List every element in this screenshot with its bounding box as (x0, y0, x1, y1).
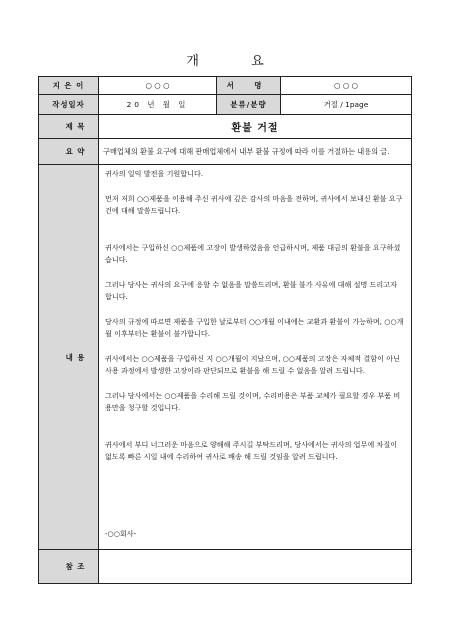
date-row (39, 95, 412, 115)
content-paragraph: 그러나 당사는 귀사의 요구에 응할 수 없음을 말씀드리며, 환불 불가 사유에 대해 설명 드리고자 합니다. (105, 279, 397, 301)
reference-value (99, 550, 412, 584)
overview-table (38, 76, 412, 584)
content-label: 내 용 (39, 165, 99, 550)
content-body (99, 165, 412, 550)
date-label: 작성일자 (39, 95, 99, 115)
date-value: 20 년 월 일 (99, 95, 217, 115)
summary-label: 요 약 (39, 139, 99, 165)
category-value: 거절 / 1page (281, 95, 412, 115)
company-signature: -○○회사- (105, 529, 137, 538)
content-paragraph: 귀사에서는 구입하신 ○○제품에 고장이 발생하였음을 언급하시며, 제품 대금의 환불을 요구하셨습니다. (105, 242, 401, 264)
content-row (39, 165, 412, 550)
author-value: ○ ○ ○ (99, 77, 217, 95)
content-paragraph: 그러나 당사에서는 ○○제품을 수리해 드릴 것이며, 수리비용은 부품 교체가 필요할 경우 부품 비용만을 청구할 것입니다. (105, 390, 401, 412)
author-row (39, 77, 412, 95)
content-paragraph: 당사의 규정에 따르면 제품을 구입한 날로부터 ○○개월 이내에는 교환과 환불이 가능하며, ○○개월 이후부터는 환불이 불가합니다. (105, 316, 404, 338)
reference-row (39, 550, 412, 584)
signature-label: 서 명 (217, 77, 281, 95)
content-paragraph: 귀사에서는 ○○제품을 구입하신 지 ○○개월이 지났으며, ○○제품의 고장은 자체적 결함이 아닌 사용 과정에서 발생한 고장이라 판단되므로 환불을 해 드릴 수 없음을 알려 드립니다. (105, 353, 400, 375)
content-paragraph: 먼저 저희 ○○제품을 이용해 주신 귀사에 깊은 감사의 마음을 전하며, 귀사에서 보내신 환불 요구 건에 대해 말씀드립니다. (105, 193, 403, 215)
document-title: 개 요 (186, 54, 288, 69)
summary-value: 구매업체의 환불 요구에 대해 판매업체에서 내부 환불 규정에 따라 이를 거절하는 내용의 글. (99, 139, 412, 165)
summary-row (39, 139, 412, 165)
content-paragraph: 귀사에서 부디 너그러운 마음으로 양해해 주시길 부탁드리며, 당사에서는 귀사의 업무에 차질이 없도록 빠른 시일 내에 수리하여 귀사로 배송 해 드릴 것임을 알려 드립니다. (105, 439, 398, 461)
category-label: 분류/분량 (217, 95, 281, 115)
author-label: 지 은 이 (39, 77, 99, 95)
subject-value: 환불 거절 (99, 115, 412, 139)
subject-row (39, 115, 412, 139)
reference-label: 참 조 (39, 550, 99, 584)
subject-label: 제 목 (39, 115, 99, 139)
signature-value: ○ ○ ○ (281, 77, 412, 95)
content-paragraph: 귀사의 일익 발전을 기원합니다. (105, 169, 204, 178)
